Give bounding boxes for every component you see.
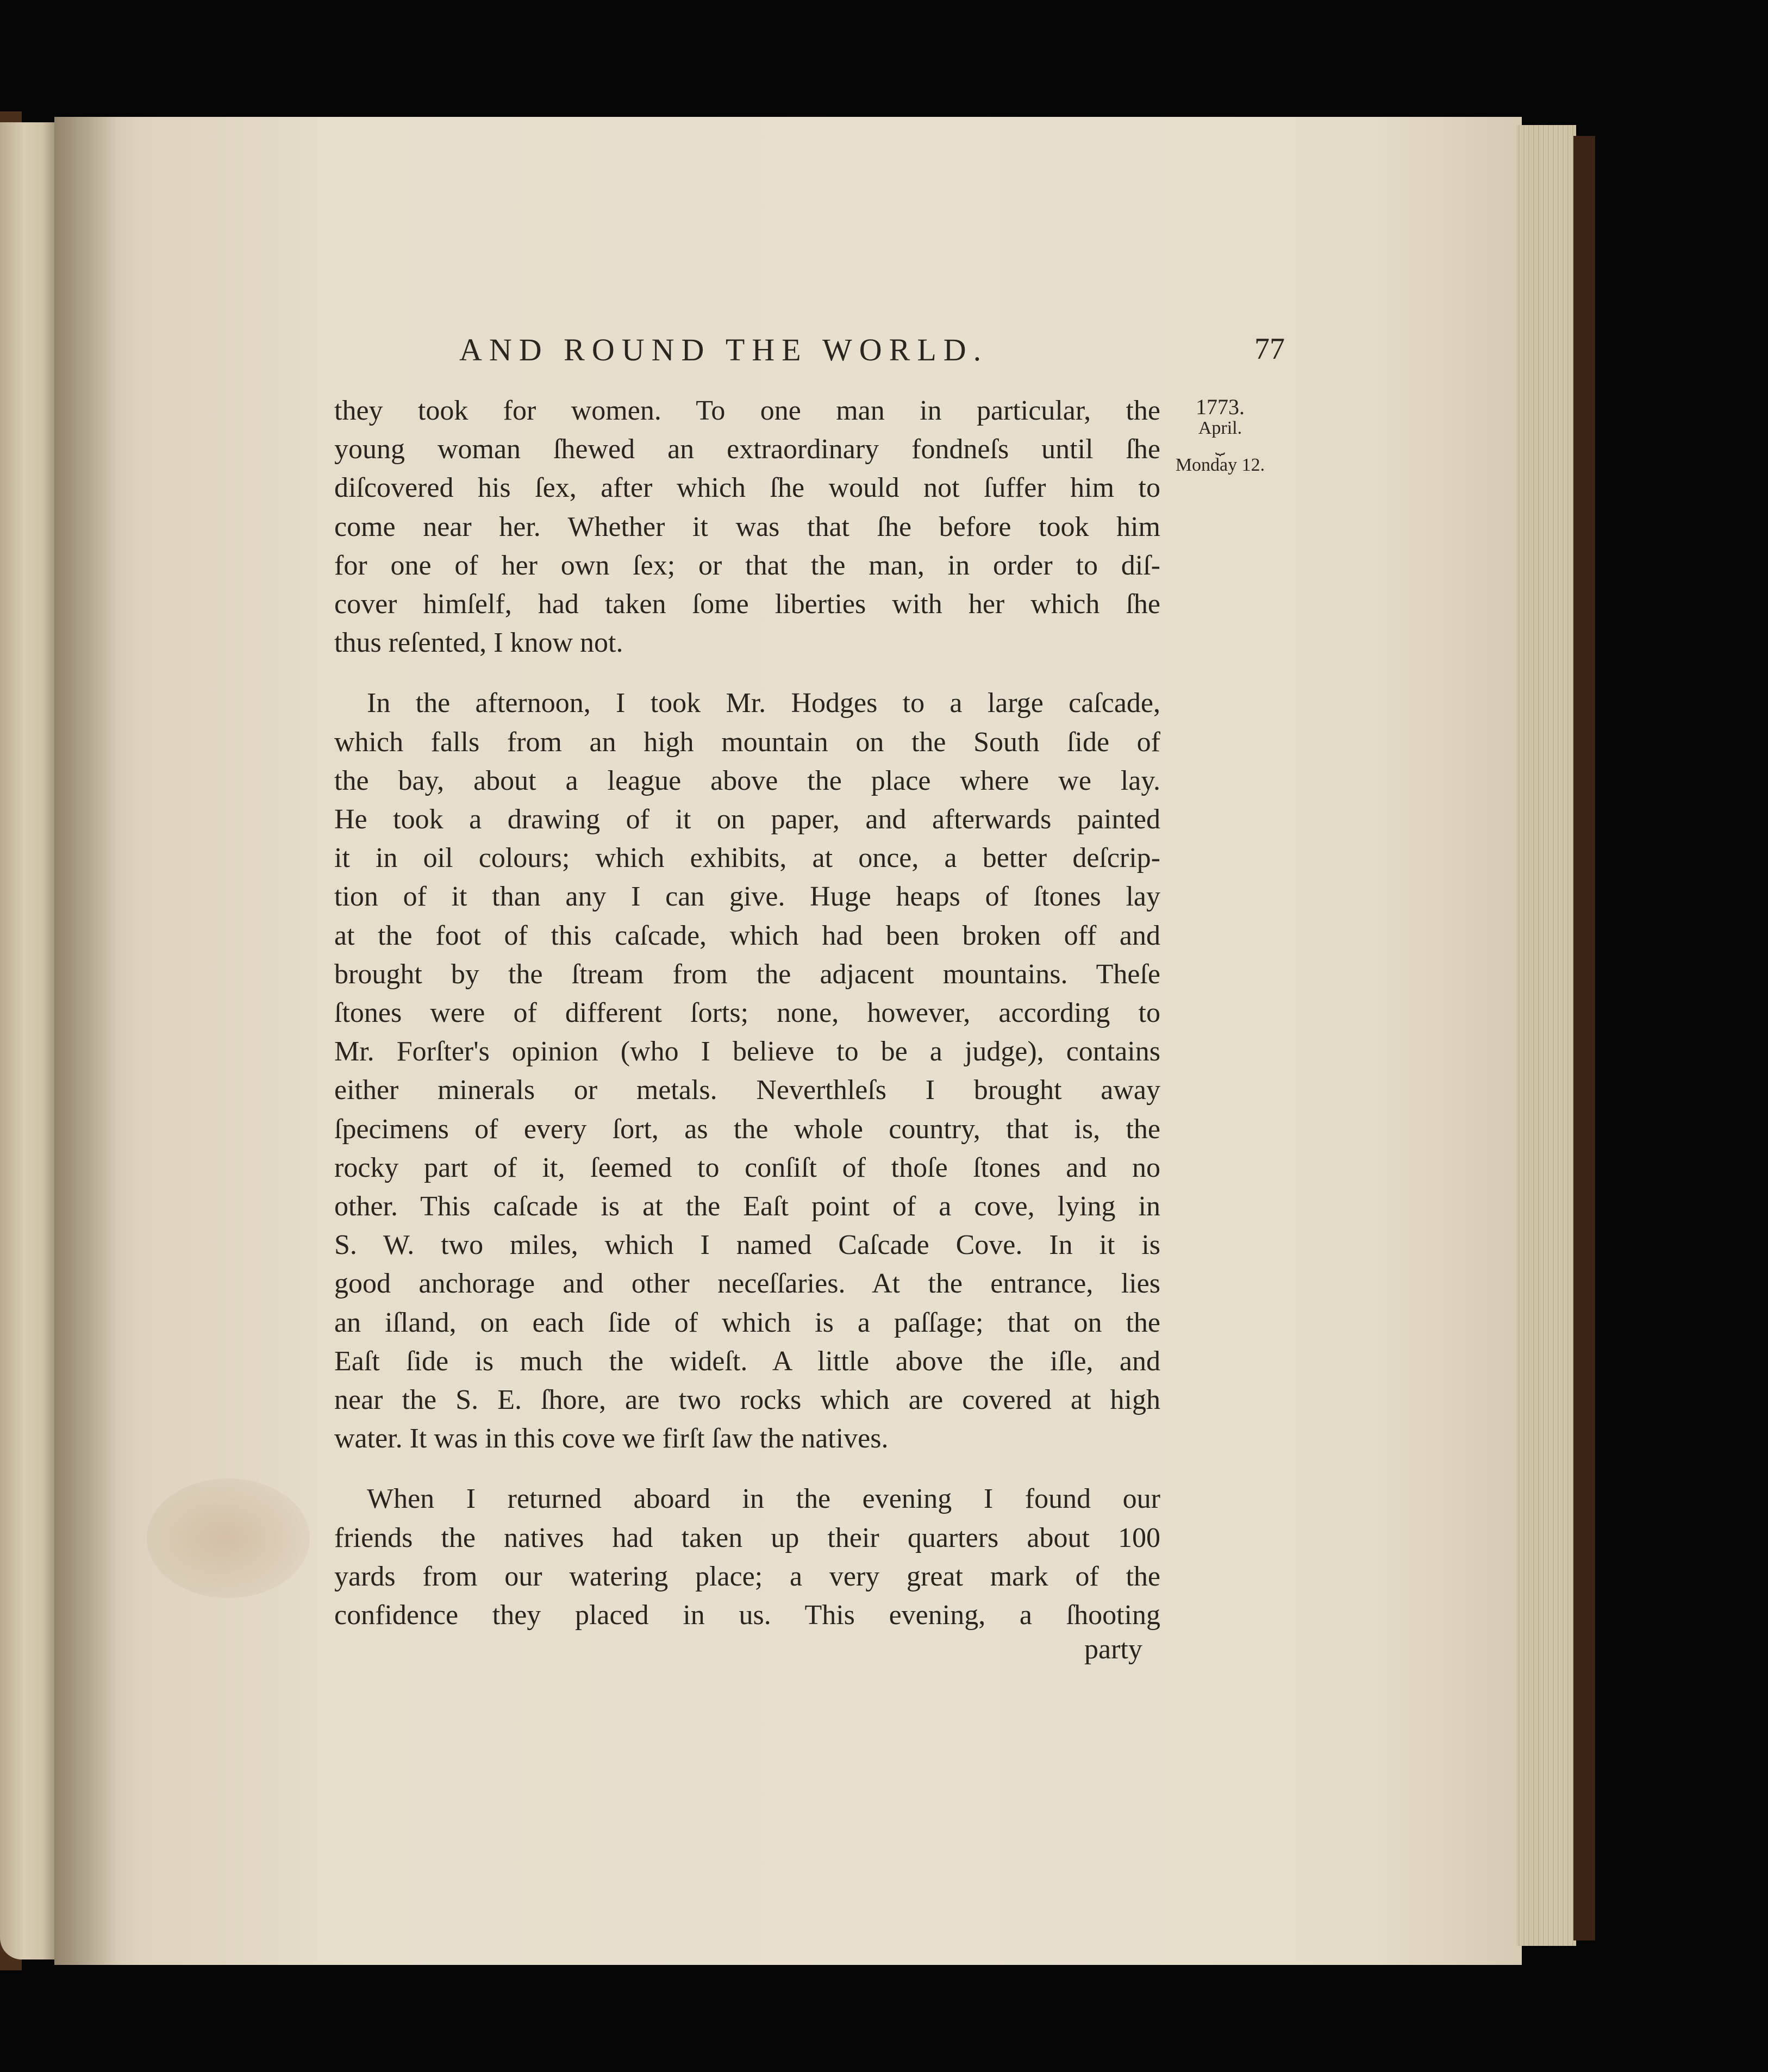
text-line: at the foot of this caſcade, which had been broken off and (334, 920, 1160, 951)
text-line: friends the natives had taken up their quarters about 100 (334, 1522, 1160, 1553)
running-title: AND ROUND THE WORLD. (459, 332, 989, 367)
body-text (334, 391, 1160, 1656)
brace-ornament: ⏟ (1215, 437, 1225, 455)
text-line: the bay, about a league above the place where we lay. (334, 765, 1160, 796)
text-line: S. W. two miles, which I named Caſcade Cove. In it is (334, 1230, 1160, 1261)
text-line: confidence they placed in us. This evening, a ſhooting (334, 1600, 1160, 1631)
text-line: it in oil colours; which exhibits, at once, a better deſcrip- (334, 842, 1160, 874)
text-line: Mr. Forſter's opinion (who I believe to be a judge), contains (334, 1036, 1160, 1068)
right-book-cover (1573, 136, 1595, 1940)
margin-year: 1773. (1196, 395, 1245, 419)
text-line: ſtones were of different ſorts; none, however, according to (334, 997, 1160, 1029)
text-line: they took for women. To one man in particular, the (334, 395, 1160, 426)
text-line: tion of it than any I can give. Huge heaps of ſtones lay (334, 881, 1160, 913)
text-line: brought by the ſtream from the adjacent mountains. Theſe (334, 958, 1160, 990)
text-line: cover himſelf, had taken ſome liberties with her which ſhe (334, 589, 1160, 620)
paragraph-2 (334, 684, 1160, 1458)
text-line: ſpecimens of every ſort, as the whole country, that is, the (334, 1113, 1160, 1145)
text-line: thus reſented, I know not. (334, 627, 623, 659)
text-line: other. This caſcade is at the Eaſt point of a cove, lying in (334, 1191, 1160, 1222)
catchword: party (1084, 1634, 1142, 1665)
text-line: good anchorage and other neceſſaries. At the entrance, lies (334, 1268, 1160, 1300)
text-line: When I returned aboard in the evening I found our (367, 1483, 1160, 1515)
text-line: an iſland, on each ſide of which is a paſſage; that on the (334, 1307, 1160, 1338)
text-line: water. It was in this cove we firſt ſaw the natives. (334, 1423, 889, 1455)
page-number: 77 (1254, 332, 1285, 366)
paragraph-1 (334, 391, 1160, 662)
text-line: either minerals or metals. Neverthleſs I brought away (334, 1075, 1160, 1106)
page-edges-stack (1516, 125, 1576, 1946)
margin-date-note (1169, 396, 1272, 476)
text-line: In the afternoon, I took Mr. Hodges to a large caſcade, (367, 688, 1160, 719)
left-page-edge (0, 122, 61, 1959)
text-line: diſcovered his ſex, after which ſhe would not ſuffer him to (334, 472, 1160, 504)
text-line: near the S. E. ſhore, are two rocks which are covered at high (334, 1384, 1160, 1416)
foxing-stain (147, 1478, 310, 1598)
text-line: for one of her own ſex; or that the man, in order to diſ- (334, 550, 1160, 581)
text-line: He took a drawing of it on paper, and afterwards painted (334, 804, 1160, 835)
text-line: come near her. Whether it was that ſhe before took him (334, 511, 1160, 542)
paragraph-3 (334, 1480, 1160, 1634)
page-gutter-shadow (54, 117, 120, 1965)
text-line: young woman ſhewed an extraordinary fondneſs until ſhe (334, 434, 1160, 465)
text-line: which falls from an high mountain on the South ſide of (334, 726, 1160, 758)
margin-day: Monday 12. (1175, 455, 1265, 475)
text-line: yards from our watering place; a very great mark of the (334, 1561, 1160, 1592)
text-line: Eaſt ſide is much the wideſt. A little above the iſle, and (334, 1345, 1160, 1377)
margin-month: April. (1198, 418, 1242, 438)
text-line: rocky part of it, ſeemed to conſiſt of thoſe ſtones and no (334, 1152, 1160, 1183)
